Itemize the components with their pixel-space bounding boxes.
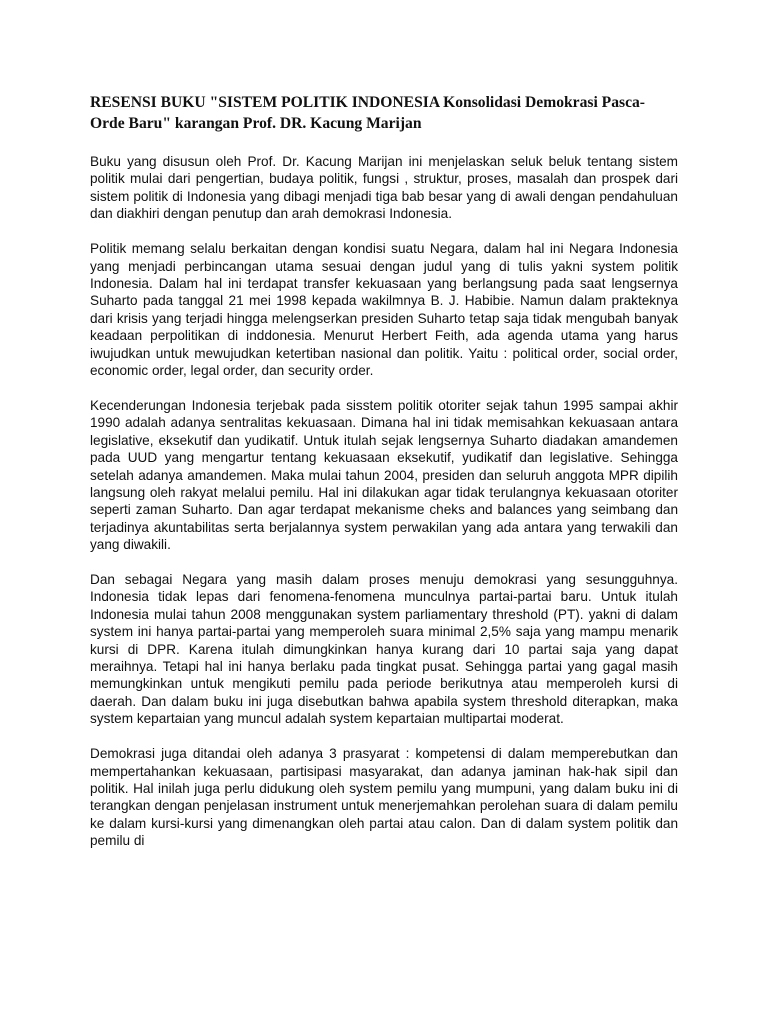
paragraph-threshold: Dan sebagai Negara yang masih dalam proses menuju demokrasi yang sesungguhnya. Indonesia tidak lepas dari fenomena-fenomena munculnya partai-partai baru. Untuk itulah Indonesia mulai tahun 2008 menggunakan system parliamentary threshold (PT). yakni di dalam system ini hanya partai-partai yang memperoleh suara minimal 2,5% saja yang mampu menarik kursi di DPR. Karena itulah dimungkinkan hanya kurang dari 10 partai saja yang dapat meraihnya. Tetapi hal ini hanya berlaku pada tingkat pusat. Sehingga partai yang gagal masih memungkinkan untuk mengikuti pemilu pada periode berikutnya atau memperoleh kursi di daerah. Dan dalam buku ini juga disebutkan bahwa apabila system threshold diterapkan, maka system kepartaian yang muncul adalah system kepartaian multipartai moderat. [90,572,678,727]
paragraph-authoritarian: Kecenderungan Indonesia terjebak pada sisstem politik otoriter sejak tahun 1995 sampai akhir 1990 adalah adanya sentralitas kekuasaan. Dimana hal ini tidak memisahkan kekuasaan antara legislative, eksekutif dan yudikatif. Untuk itulah sejak lengsernya Suharto diadakan amandemen pada UUD yang mengartur tentang kekuasaan eksekutif, yudikatif dan legislative. Sehingga setelah adanya amandemen. Maka mulai tahun 2004, presiden dan seluruh anggota MPR dipilih langsung oleh rakyat melalui pemilu. Hal ini dilakukan agar tidak terulangnya kekuasaan otoriter seperti zaman Suharto. Dan agar terdapat mekanisme cheks and balances yang seimbang dan terjadinya akuntabilitas serta berjalannya system perwakilan yang ada antara yang terwakili dan yang diwakili. [90,397,678,553]
document-title: RESENSI BUKU "SISTEM POLITIK INDONESIA Konsolidasi Demokrasi Pasca-Orde Baru" karangan Prof. DR. Kacung Marijan [90,94,645,132]
paragraph-democracy: Demokrasi juga ditandai oleh adanya 3 prasyarat : kompetensi di dalam memperebutkan dan mempertahankan kekuasaan, partisipasi masyarakat, dan adanya jaminan hak-hak sipil dan politik. Hal inilah juga perlu didukung oleh system pemilu yang mumpuni, yang dalam buku ini di terangkan dengan penjelasan instrument untuk menerjemahkan perolehan suara di dalam pemilu ke dalam kursi-kursi yang dimenangkan oleh partai atau calon. Dan di dalam system politik dan pemilu di [90,746,678,849]
paragraph-politics: Politik memang selalu berkaitan dengan kondisi suatu Negara, dalam hal ini Negara Indonesia yang menjadi perbincangan utama sesuai dengan judul yang di tulis yakni system politik Indonesia. Dalam hal ini terdapat transfer kekuasaan yang berlangsung pada saat lengsernya Suharto pada tanggal 21 mei 1998 kepada wakilmnya B. J. Habibie. Namun dalam prakteknya dari krisis yang terjadi hingga melengserkan presiden Suharto tetap saja tidak mengubah banyak keadaan perpolitikan di inddonesia. Menurut Herbert Feith, ada agenda utama yang harus iwujudkan untuk mewujudkan ketertiban nasional dan politik. Yaitu : political order, social order, economic order, legal order, dan security order. [90,241,678,378]
paragraph-intro: Buku yang disusun oleh Prof. Dr. Kacung Marijan ini menjelaskan seluk beluk tentang sistem politik mulai dari pengertian, budaya politik, fungsi , struktur, proses, masalah dan prospek dari sistem politik di Indonesia yang dibagi menjadi tiga bab besar yang di awali dengan pendahuluan dan diakhiri dengan penutup dan arah demokrasi Indonesia. [90,154,678,222]
document-page [90,92,678,850]
